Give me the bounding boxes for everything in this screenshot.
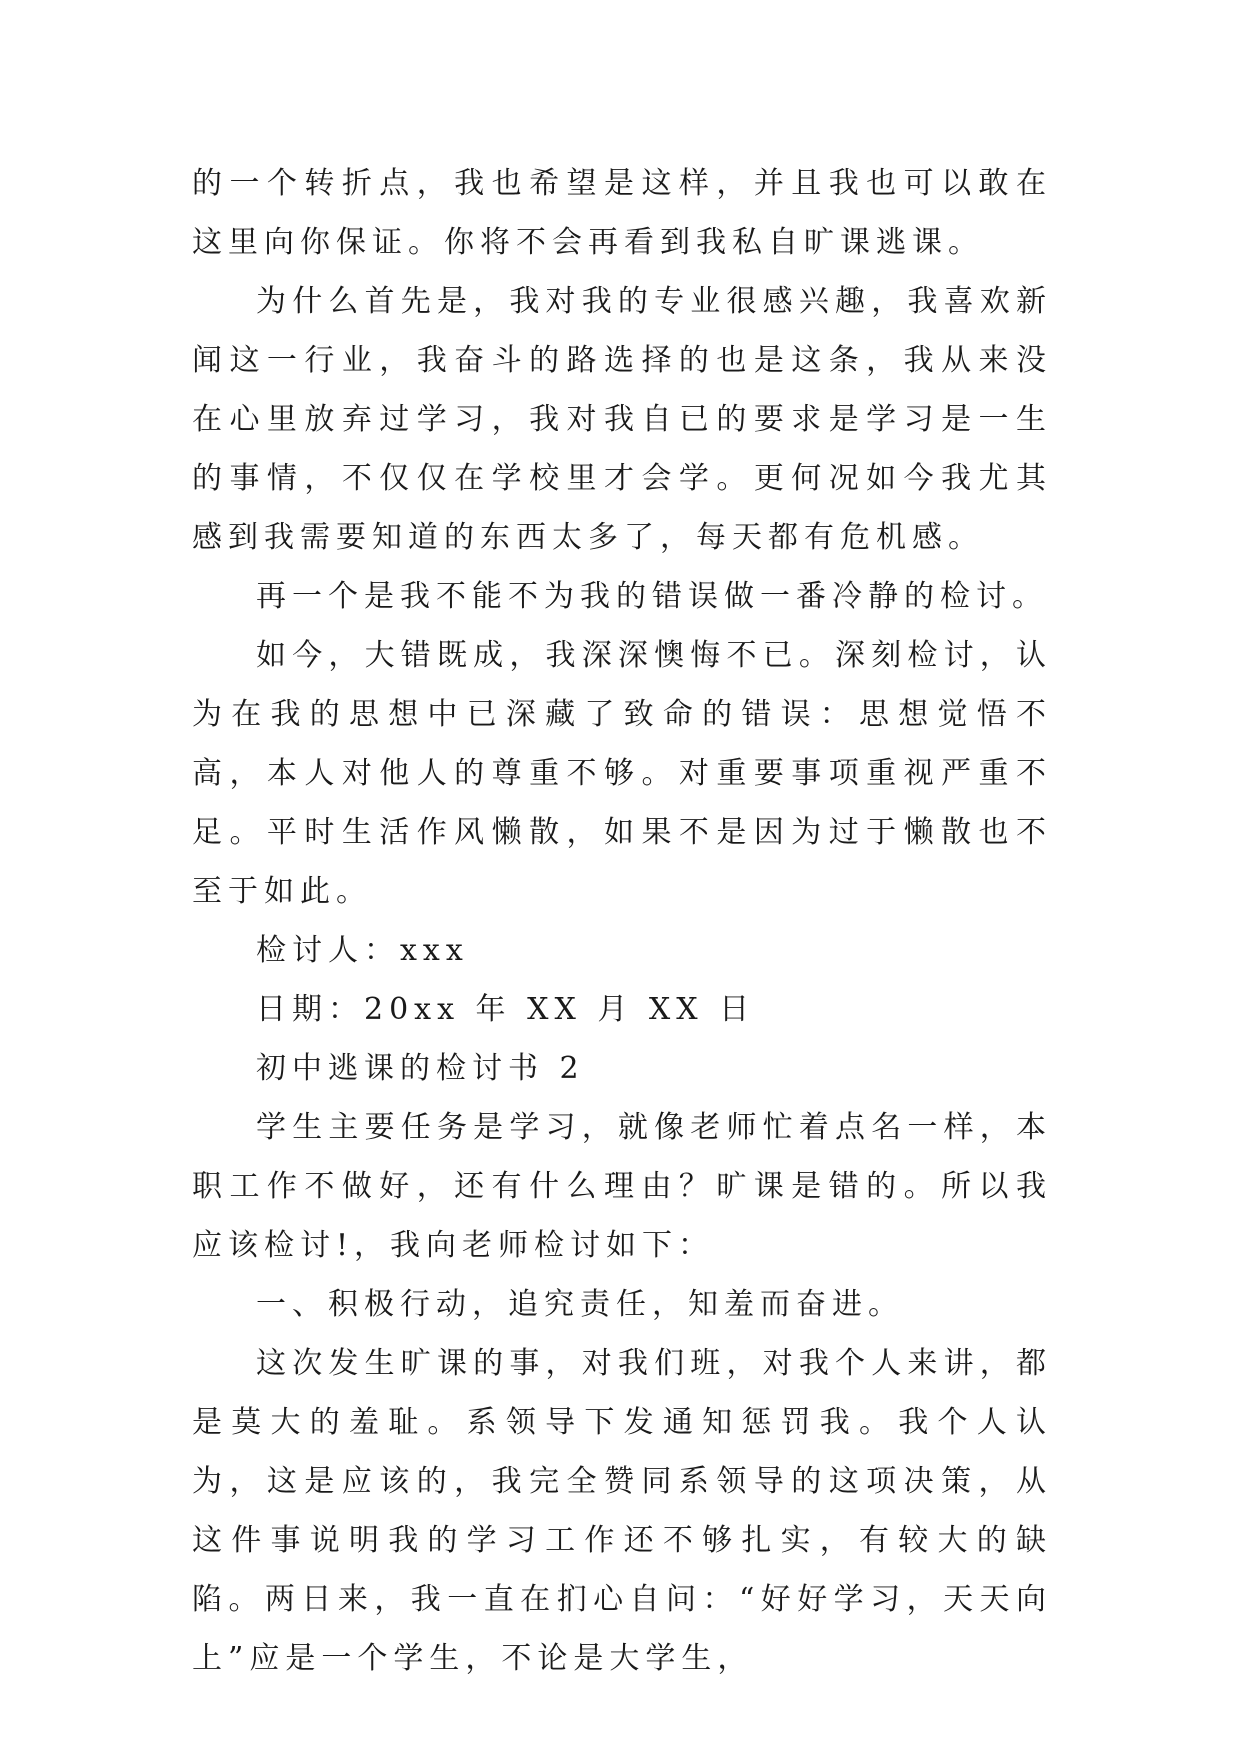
document-body [192,154,1052,1688]
paragraph-10: 这次发生旷课的事，对我们班，对我个人来讲，都是莫大的羞耻。系领导下发通知惩罚我。我个人认为，这是应该的，我完全赞同系领导的这项决策，从这件事说明我的学习工作还不够扎实，有较大的缺陷。两日来，我一直在扪心自问：“好好学习，天天向上”应是一个学生，不论是大学生， [192,1346,1052,1676]
paragraph-4: 如今，大错既成，我深深懊悔不已。深刻检讨，认为在我的思想中已深藏了致命的错误：思想觉悟不高，本人对他人的尊重不够。对重要事项重视严重不足。平时生活作风懒散，如果不是因为过于懒散也不至于如此。 [192,638,1052,909]
signer-line: 检讨人：xxx [256,933,469,968]
section-title: 初中逃课的检讨书 2 [256,1051,585,1086]
paragraph-3: 再一个是我不能不为我的错误做一番冷静的检讨。 [256,579,1048,614]
date-line: 日期：20xx 年 XX 月 XX 日 [256,992,756,1027]
paragraph-8: 学生主要任务是学习，就像老师忙着点名一样，本职工作不做好，还有什么理由？旷课是错的。所以我应该检讨!，我向老师检讨如下： [192,1110,1052,1263]
paragraph-1: 的一个转折点，我也希望是这样，并且我也可以敢在这里向你保证。你将不会再看到我私自旷课逃课。 [192,166,1052,260]
paragraph-9: 一、积极行动，追究责任，知羞而奋进。 [256,1287,904,1322]
paragraph-2: 为什么首先是，我对我的专业很感兴趣，我喜欢新闻这一行业，我奋斗的路选择的也是这条，我从来没在心里放弃过学习，我对我自已的要求是学习是一生的事情，不仅仅在学校里才会学。更何况如今我尤其感到我需要知道的东西太多了，每天都有危机感。 [192,284,1052,555]
